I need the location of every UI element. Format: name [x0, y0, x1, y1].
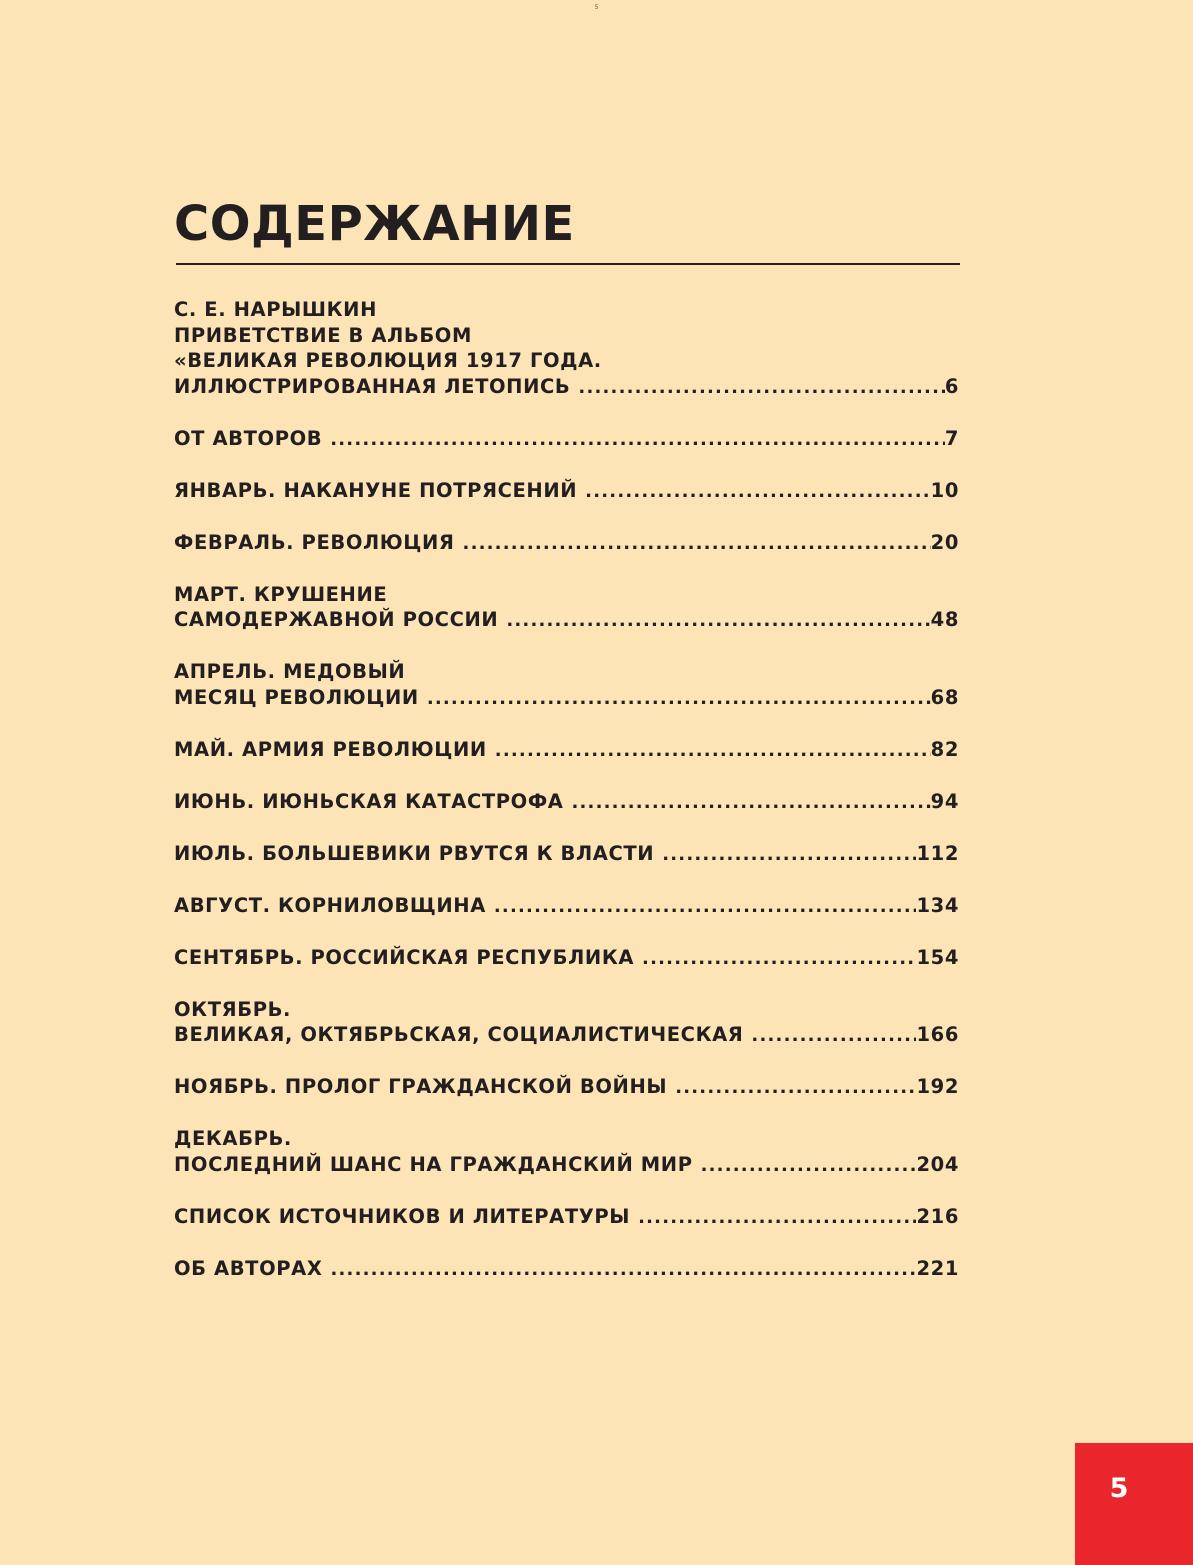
- toc-entry-line: С. Е. НАРЫШКИН: [174, 298, 377, 321]
- toc-entry-title: САМОДЕРЖАВНОЙ РОССИИ: [174, 608, 499, 631]
- toc-entry-line: МАРТ. КРУШЕНИЕ: [174, 582, 388, 606]
- dot-leader: [427, 686, 931, 712]
- toc-entry-line: «ВЕЛИКАЯ РЕВОЛЮЦИЯ 1917 ГОДА.: [174, 349, 602, 372]
- toc-entry[interactable]: [174, 478, 959, 505]
- dot-leader: [494, 894, 917, 920]
- toc-entry-title: ПОСЛЕДНИЙ ШАНС НА ГРАЖДАНСКИЙ МИР: [174, 1152, 693, 1176]
- toc-entry-title: НОЯБРЬ. ПРОЛОГ ГРАЖДАНСКОЙ ВОЙНЫ: [174, 1075, 668, 1098]
- folio-tab: [1075, 1443, 1193, 1565]
- dot-leader: [330, 427, 945, 453]
- running-page-number: 5: [594, 4, 599, 11]
- toc-entry[interactable]: [174, 530, 959, 557]
- toc-entry[interactable]: [174, 426, 959, 453]
- toc-entry-title: ВЕЛИКАЯ, ОКТЯБРЬСКАЯ, СОЦИАЛИСТИЧЕСКАЯ: [174, 1023, 744, 1046]
- toc-entry-title: ЯНВАРЬ. НАКАНУНЕ ПОТРЯСЕНИЙ: [174, 478, 578, 502]
- dot-leader: [571, 790, 930, 816]
- toc-page-number: 112: [916, 841, 959, 865]
- toc-entry[interactable]: [174, 1256, 959, 1283]
- toc-page-number: 20: [930, 530, 959, 554]
- toc-entry[interactable]: [174, 997, 959, 1049]
- toc-entry-leader-row: [174, 1152, 959, 1179]
- page-title: СОДЕРЖАНИЕ: [174, 196, 575, 252]
- toc-entry-leader-row: [174, 945, 959, 972]
- toc-page-number: 94: [930, 789, 959, 813]
- toc-entry[interactable]: [174, 297, 959, 400]
- table-of-contents: [174, 297, 959, 1308]
- toc-page-number: 6: [944, 374, 959, 398]
- dot-leader: [578, 375, 944, 401]
- toc-entry-leader-row: [174, 1204, 959, 1231]
- dot-leader: [642, 946, 916, 972]
- dot-leader: [495, 738, 931, 764]
- toc-entry-title: СПИСОК ИСТОЧНИКОВ И ЛИТЕРАТУРЫ: [174, 1204, 631, 1228]
- toc-entry-title: МЕСЯЦ РЕВОЛЮЦИИ: [174, 685, 419, 709]
- toc-entry-title: ОТ АВТОРОВ: [174, 426, 323, 450]
- toc-entry-leader-row: [174, 737, 959, 764]
- toc-entry-leader-row: [174, 789, 959, 816]
- toc-entry-leader-row: [174, 374, 959, 401]
- toc-entry[interactable]: [174, 582, 959, 634]
- toc-page-number: 10: [930, 478, 959, 502]
- toc-entry-leader-row: [174, 841, 959, 868]
- folio-page-number: 5: [1109, 1473, 1129, 1504]
- toc-page-number: 166: [916, 1023, 959, 1046]
- toc-entry[interactable]: [174, 789, 959, 816]
- toc-entry[interactable]: [174, 1074, 959, 1101]
- dot-leader: [638, 1205, 916, 1231]
- toc-entry[interactable]: [174, 659, 959, 711]
- toc-entry-leader-row: [174, 1256, 959, 1283]
- toc-entry-line: АПРЕЛЬ. МЕДОВЫЙ: [174, 660, 406, 683]
- toc-entry[interactable]: [174, 737, 959, 764]
- toc-entry[interactable]: [174, 945, 959, 972]
- toc-entry-leader-row: [174, 893, 959, 920]
- dot-leader: [585, 479, 930, 505]
- toc-entry-leader-row: [174, 607, 959, 634]
- toc-entry-title: ИЛЛЮСТРИРОВАННАЯ ЛЕТОПИСЬ: [174, 374, 571, 398]
- toc-entry-line: ДЕКАБРЬ.: [174, 1127, 292, 1150]
- toc-page-number: 48: [930, 608, 959, 631]
- dot-leader: [662, 842, 916, 868]
- toc-page-number: 204: [916, 1152, 959, 1176]
- toc-page-number: 82: [930, 737, 959, 761]
- toc-entry-leader-row: [174, 530, 959, 557]
- toc-page-number: 216: [916, 1204, 959, 1228]
- title-divider: [176, 263, 960, 265]
- toc-entry[interactable]: [174, 841, 959, 868]
- toc-entry-title: ИЮНЬ. ИЮНЬСКАЯ КАТАСТРОФА: [174, 789, 564, 813]
- toc-entry-title: ФЕВРАЛЬ. РЕВОЛЮЦИЯ: [174, 530, 455, 554]
- toc-entry[interactable]: [174, 893, 959, 920]
- toc-page-number: 154: [916, 945, 959, 969]
- toc-entry-title: ИЮЛЬ. БОЛЬШЕВИКИ РВУТСЯ К ВЛАСТИ: [174, 841, 655, 865]
- toc-page-number: 68: [930, 685, 959, 709]
- toc-entry-leader-row: [174, 478, 959, 505]
- toc-page-number: 192: [916, 1075, 959, 1098]
- toc-entry[interactable]: [174, 1126, 959, 1178]
- dot-leader: [675, 1075, 916, 1101]
- toc-entry-title: МАЙ. АРМИЯ РЕВОЛЮЦИИ: [174, 737, 487, 761]
- toc-entry[interactable]: [174, 1204, 959, 1231]
- toc-page-number: 7: [944, 426, 959, 450]
- toc-entry-leader-row: [174, 1074, 959, 1101]
- toc-entry-title: ОБ АВТОРАХ: [174, 1256, 323, 1280]
- dot-leader: [463, 531, 931, 557]
- toc-page-number: 221: [916, 1256, 959, 1280]
- toc-entry-title: СЕНТЯБРЬ. РОССИЙСКАЯ РЕСПУБЛИКА: [174, 945, 635, 969]
- toc-entry-leader-row: [174, 1022, 959, 1049]
- toc-entry-title: АВГУСТ. КОРНИЛОВЩИНА: [174, 893, 486, 917]
- dot-leader: [751, 1023, 916, 1049]
- toc-page-number: 134: [916, 893, 959, 917]
- dot-leader: [330, 1257, 916, 1283]
- toc-entry-leader-row: [174, 426, 959, 453]
- dot-leader: [701, 1153, 917, 1179]
- toc-entry-line: ПРИВЕТСТВИЕ В АЛЬБОМ: [174, 323, 472, 347]
- toc-entry-line: ОКТЯБРЬ.: [174, 997, 292, 1021]
- dot-leader: [506, 608, 930, 634]
- toc-entry-leader-row: [174, 685, 959, 712]
